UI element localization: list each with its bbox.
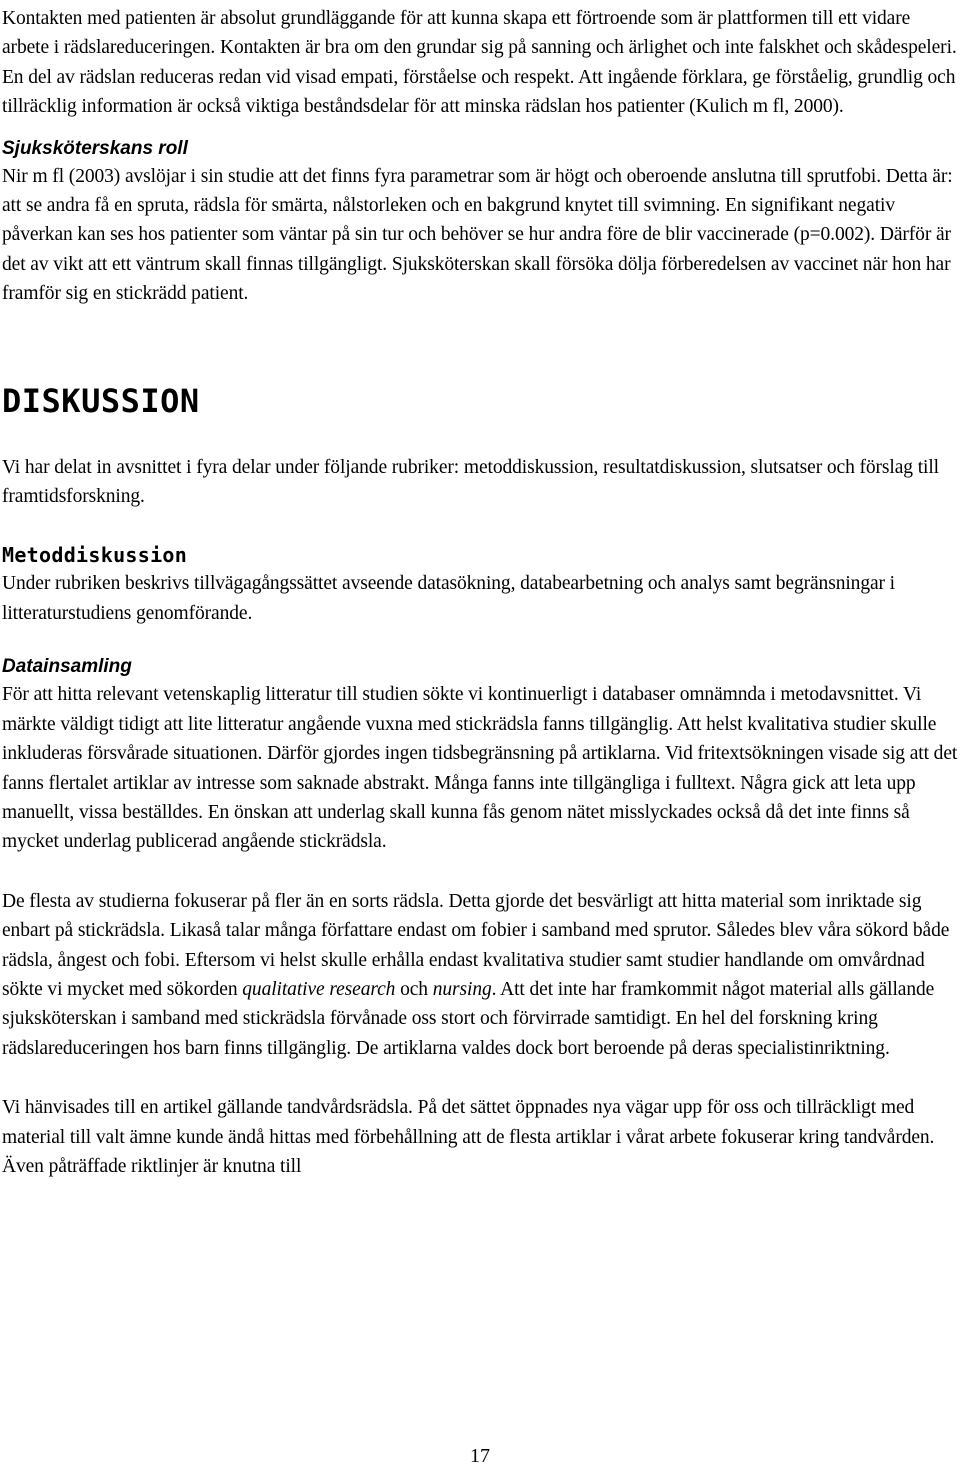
text-run: . Att det inte har framkommit något material alls gällande sjuksköterskan i samband med stickrädsla förvånade oss stort och förvirrade samtidigt. En hel del forskning kring rädslareduceringen hos barn finns tillgänglig. De artiklarna valdes dock bort beroende på deras specialistinriktning. [2,978,935,1059]
intro-paragraph: Kontakten med patienten är absolut grundläggande för att kunna skapa ett förtroende som är plattformen till ett vidare arbete i rädslareduceringen. Kontakten är bra om den grundar sig på sanning och ärlighet och inte falskhet och skådespeleri. En del av rädslan reduceras redan vid visad empati, förståelse och respekt. Att ingående förklara, ge förståelig, grundlig och tillräcklig information är också viktiga beståndsdelar för att minska rädslan hos patienter (Kulich m fl, 2000). [2,8,957,118]
spacer [2,857,958,887]
paragraph-diskussion: Vi har delat in avsnittet i fyra delar under följande rubriker: metoddiskussion, resultatdiskussion, slutsatser och förslag till framtidsforskning. [2,456,939,508]
text-run: De flesta av studierna fokuserar på fler än en sorts rädsla. Detta gjorde det besvärligt att hitta material som inriktade sig enbart på stickrädsla. Likaså talar många författare endast om fobier i samband med sprutor. Således blev våra sökord både rädsla, ångest och fobi. Eftersom vi helst skulle erhålla endast kvalitativa studier samt studier handlande om omvårdnad sökte vi mycket med sökorden [2,890,950,1000]
spacer [2,122,958,136]
spacer [2,309,958,381]
heading-sjukskoterskans-roll: Sjuksköterskans roll [2,137,188,159]
page-number: 17 [470,1445,490,1467]
search-term-qualitative-research: qualitative research [242,978,396,1000]
spacer [2,421,958,453]
document-page [2,4,958,1181]
heading-diskussion: DISKUSSION [2,381,200,420]
spacer [2,511,958,541]
search-term-nursing: nursing [432,978,492,1000]
spacer [2,628,958,654]
text-run: och [395,978,433,1000]
paragraph-metoddiskussion: Under rubriken beskrivs tillvägagångssättet avseende datasökning, databearbetning och analys samt begränsningar i litteraturstudiens genomförande. [2,573,896,624]
paragraph-sjukskoterskans-roll: Nir m fl (2003) avslöjar i sin studie att det finns fyra parametrar som är högt och oberoende anslutna till sprutfobi. Detta är: att se andra få en spruta, rädsla för smärta, nålstorleken och en bakgrund knytet till svimning. En signifikant negativ påverkan kan ses hos patienter som väntar på sin tur och behöver se hur andra före de blir vaccinerade (p=0.002). Därför är det av vikt att ett väntrum skall finnas tillgängligt. Sjuksköterskan skall försöka dölja förberedelsen av vaccinet när hon har framför sig en stickrädd patient. [2,165,953,305]
heading-datainsamling: Datainsamling [2,656,132,678]
heading-metoddiskussion: Metoddiskussion [2,543,188,568]
spacer [2,1063,958,1093]
paragraph-datainsamling-2 [2,887,958,1063]
paragraph-datainsamling-1: För att hitta relevant vetenskaplig litteratur till studien sökte vi kontinuerligt i databaser omnämnda i metodavsnittet. Vi märkte väldigt tidigt att lite litteratur angående vuxna med stickrädsla fanns tillgänglig. Att helst kvalitativa studier skulle inkluderas försvårade situationen. Därför gjordes ingen tidsbegränsning på artiklarna. Vid fritextsökningen visade sig att det fanns flertalet artiklar av intresse som saknade abstrakt. Många fanns inte tillgängliga i fulltext. Några gick att leta upp manuellt, vissa beställdes. En önskan att underlag skall kunna fås genom nätet misslyckades också då det inte finns så mycket underlag publicerad angående stickrädsla. [2,684,958,853]
paragraph-datainsamling-3: Vi hänvisades till en artikel gällande tandvårdsrädsla. På det sättet öppnades nya vägar upp för oss och tillräckligt med material till valt ämne kunde ändå hittas med förbehållning att de flesta artiklar i vårat arbete fokuserar kring tandvården. Även påträffade riktlinjer är knutna till [2,1097,935,1177]
